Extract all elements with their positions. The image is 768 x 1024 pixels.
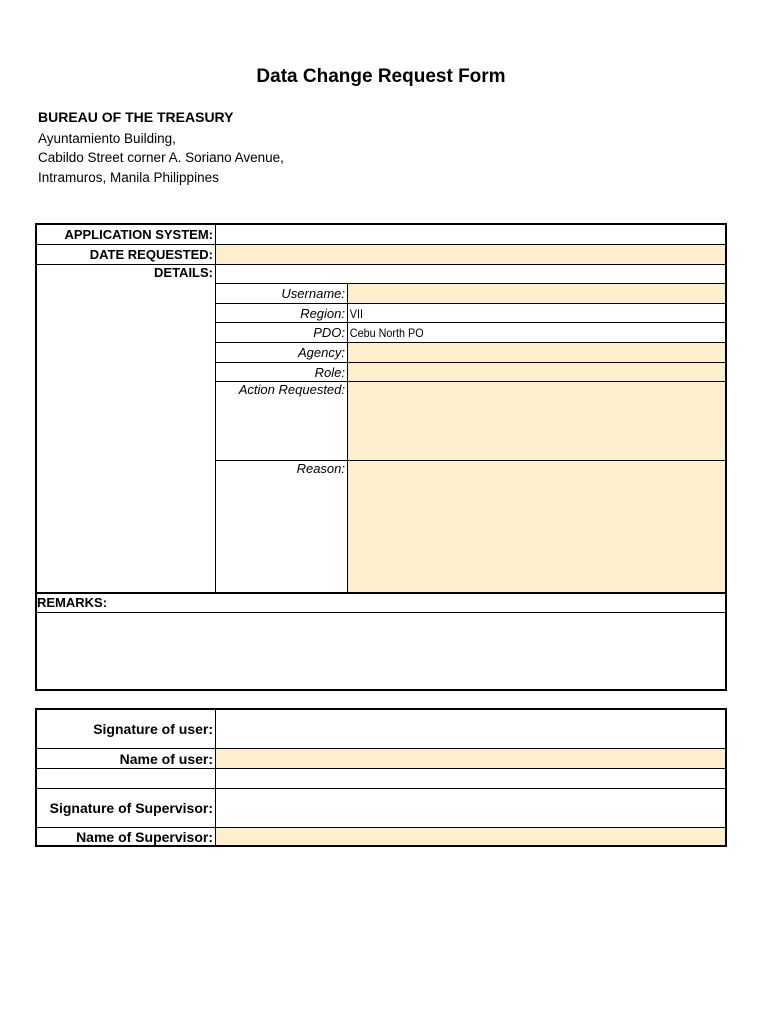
pdo-label: PDO: — [313, 325, 345, 340]
address-line-3: Intramuros, Manila Philippines — [38, 169, 219, 185]
pdo-input[interactable] — [348, 323, 725, 342]
name-of-supervisor-label: Name of Supervisor: — [76, 829, 213, 845]
remarks-label: REMARKS: — [37, 595, 108, 610]
reason-label: Reason: — [296, 461, 345, 476]
request-details-table — [35, 223, 727, 691]
action-requested-label: Action Requested: — [238, 382, 345, 397]
role-label: Role: — [314, 365, 345, 380]
name-of-supervisor-input[interactable] — [216, 828, 725, 845]
application-system-input[interactable] — [216, 225, 725, 244]
address-line-1: Ayuntamiento Building, — [38, 130, 176, 146]
signature-of-user-field[interactable] — [216, 710, 725, 748]
organization-name: BUREAU OF THE TREASURY — [38, 109, 234, 125]
date-requested-input[interactable] — [216, 245, 725, 264]
spacer-row — [37, 769, 725, 788]
date-requested-label: DATE REQUESTED: — [89, 247, 213, 262]
name-of-user-input[interactable] — [216, 749, 725, 768]
agency-label: Agency: — [298, 345, 345, 360]
signature-of-supervisor-label: Signature of Supervisor: — [49, 800, 213, 816]
signature-table — [35, 708, 727, 847]
reason-input[interactable] — [348, 461, 725, 592]
region-input[interactable] — [348, 304, 725, 322]
signature-of-supervisor-field[interactable] — [216, 789, 725, 827]
region-value: VII — [349, 307, 364, 321]
role-input[interactable] — [348, 363, 725, 381]
address-line-2: Cabildo Street corner A. Soriano Avenue, — [38, 150, 284, 165]
application-system-label: APPLICATION SYSTEM: — [64, 227, 213, 242]
agency-input[interactable] — [348, 343, 725, 362]
details-label: DETAILS: — [154, 265, 213, 280]
name-of-user-label: Name of user: — [119, 751, 213, 767]
page-title: Data Change Request Form — [256, 66, 506, 87]
pdo-value: Cebu North PO — [349, 326, 424, 340]
region-label: Region: — [300, 306, 345, 321]
organization-block — [38, 108, 284, 187]
action-requested-input[interactable] — [348, 382, 725, 460]
remarks-input[interactable] — [37, 613, 725, 689]
username-input[interactable] — [348, 284, 725, 303]
username-label: Username: — [281, 286, 345, 301]
signature-of-user-label: Signature of user: — [93, 721, 213, 737]
